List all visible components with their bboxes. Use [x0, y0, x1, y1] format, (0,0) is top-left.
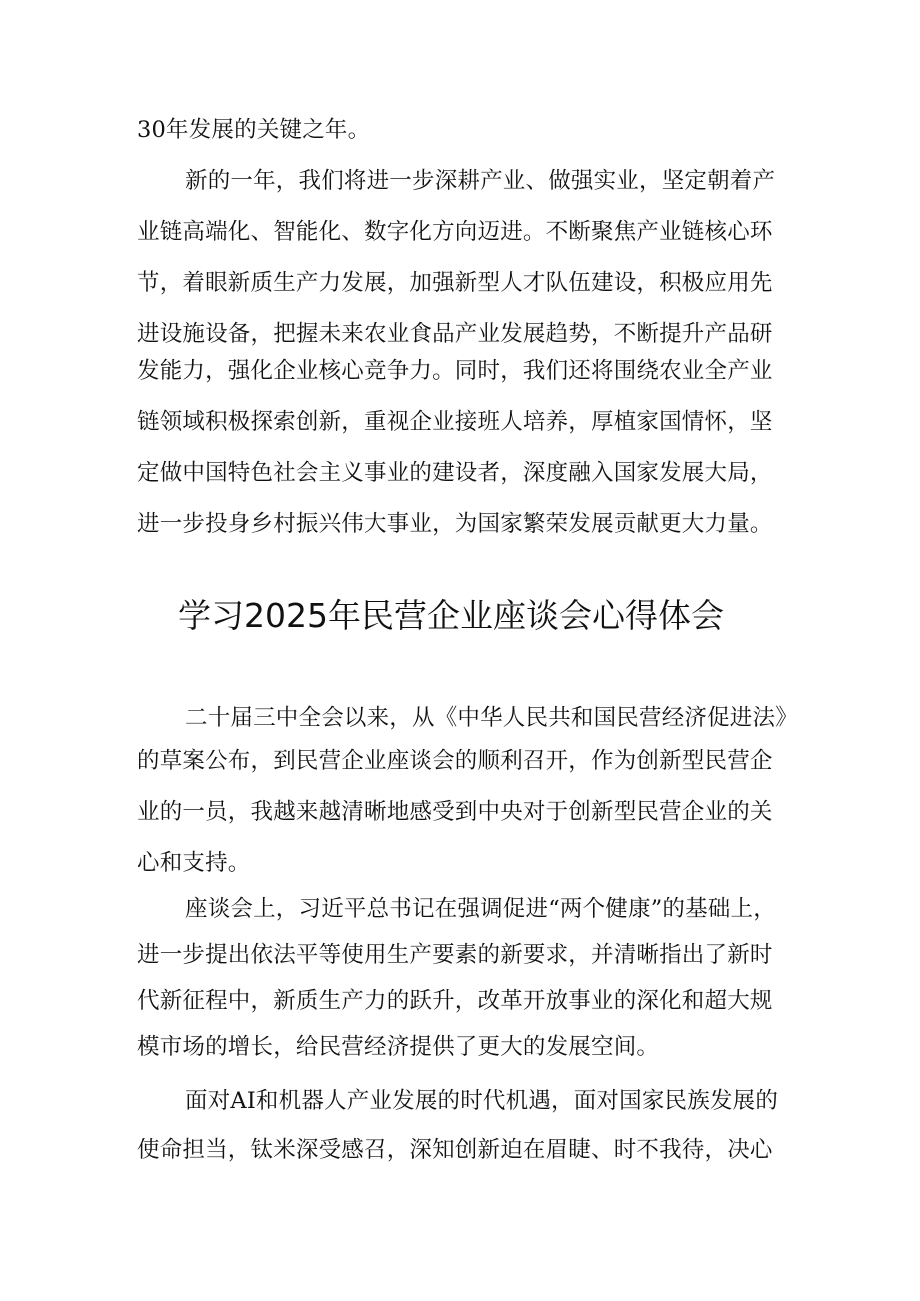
paragraph-line: 进一步投身乡村振兴伟大事业，为国家繁荣发展贡献更大力量。 — [137, 511, 773, 537]
paragraph-line: 发能力，强化企业核心竞争力。同时，我们还将围绕农业全产业 — [137, 358, 773, 384]
paragraph-line: 业链高端化、智能化、数字化方向迈进。不断聚焦产业链核心环 — [137, 219, 773, 245]
paragraph-line: 进一步提出依法平等使用生产要素的新要求，并清晰指出了新时 — [137, 942, 773, 968]
paragraph-line: 使命担当，钛米深受感召，深知创新迫在眉睫、时不我待，决心 — [137, 1137, 773, 1163]
paragraph-line: 链领域积极探索创新，重视企业接班人培养，厚植家国情怀，坚 — [137, 409, 773, 435]
paragraph-line: 心和支持。 — [137, 850, 251, 876]
paragraph-line: 30年发展的关键之年。 — [137, 117, 371, 143]
paragraph-line: 业的一员，我越来越清晰地感受到中央对于创新型民营企业的关 — [137, 799, 773, 825]
paragraph-line: 定做中国特色社会主义事业的建设者，深度融入国家发展大局， — [137, 460, 773, 486]
paragraph-line: 进设施设备，把握未来农业食品产业发展趋势，不断提升产品研 — [137, 321, 773, 347]
paragraph-line: 面对AI和机器人产业发展的时代机遇，面对国家民族发展的 — [185, 1088, 779, 1114]
paragraph-line: 新的一年，我们将进一步深耕产业、做强实业，坚定朝着产 — [185, 168, 776, 194]
paragraph-line: 的草案公布，到民营企业座谈会的顺利召开，作为创新型民营企 — [137, 748, 773, 774]
paragraph-line: 二十届三中全会以来，从《中华人民共和国民营经济促进法》 — [185, 705, 798, 731]
paragraph-line: 节，着眼新质生产力发展，加强新型人才队伍建设，积极应用先 — [137, 270, 773, 296]
section-heading: 学习2025年民营企业座谈会心得体会 — [178, 596, 724, 635]
paragraph-line: 代新征程中，新质生产力的跃升，改革开放事业的深化和超大规 — [137, 988, 773, 1014]
paragraph-line: 座谈会上，习近平总书记在强调促进“两个健康”的基础上， — [185, 896, 776, 922]
paragraph-line: 模市场的增长，给民营经济提供了更大的发展空间。 — [137, 1034, 660, 1060]
